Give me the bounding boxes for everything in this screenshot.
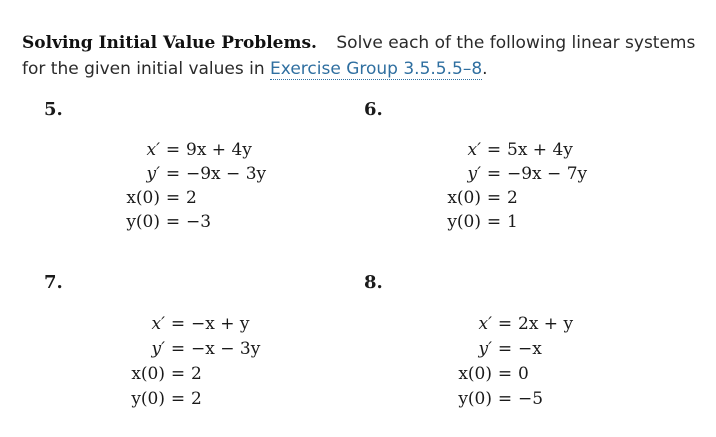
exercise-number-7: 7.	[44, 272, 63, 293]
exercise-group-link[interactable]: Exercise Group 3.5.5.5–8	[270, 59, 483, 79]
intro-period: .	[482, 59, 488, 79]
intro-text: Solve each of the following linear systems for the given initial values in	[22, 33, 696, 79]
exercise-number-6: 6.	[364, 99, 383, 120]
exercise-number-5: 5.	[44, 99, 63, 120]
intro-paragraph	[22, 30, 702, 82]
section-heading: Solving Initial Value Problems.	[22, 33, 317, 53]
exercise-number-8: 8.	[364, 272, 383, 293]
